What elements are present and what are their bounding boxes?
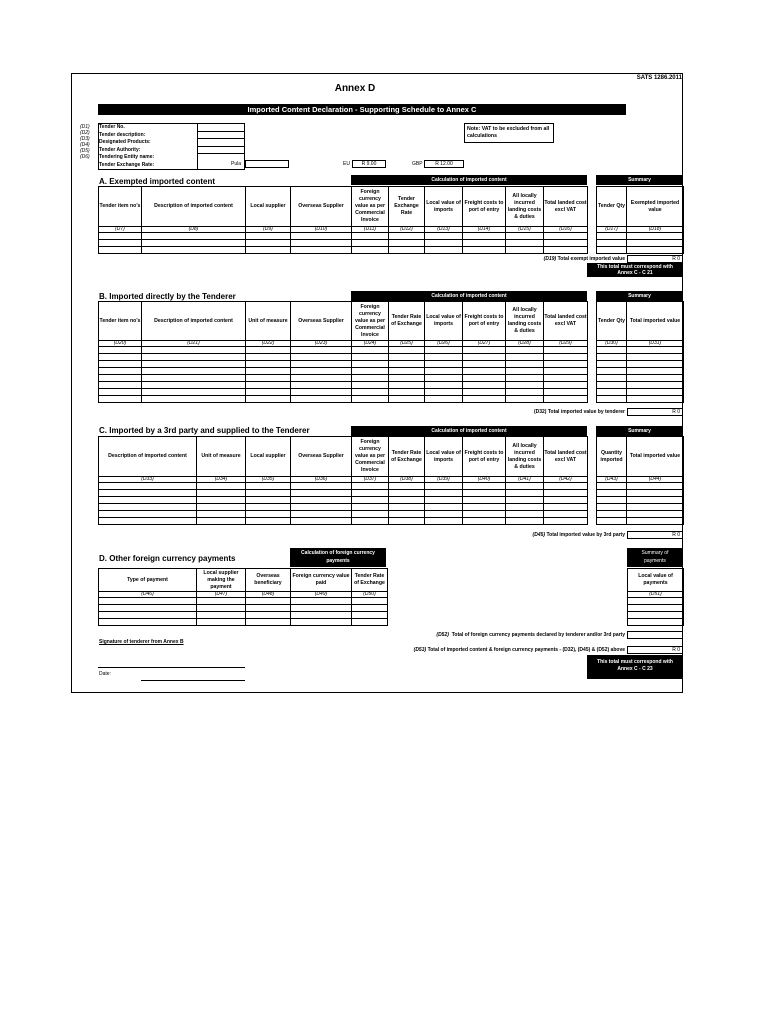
col-header: Tender Rate of Exchange xyxy=(352,569,388,592)
section-d-table xyxy=(98,568,388,626)
page-subtitle: Imported Content Declaration - Supporting Schedule to Annex C xyxy=(98,104,626,115)
table-row[interactable] xyxy=(99,375,588,382)
col-code: (D27) xyxy=(463,341,506,347)
table-row[interactable] xyxy=(597,361,684,368)
section-b-summary-table xyxy=(596,301,684,403)
info-line xyxy=(197,131,245,132)
col-code: (D21) xyxy=(142,341,246,347)
total-d52-value xyxy=(627,631,683,639)
table-row[interactable] xyxy=(99,612,388,619)
col-code: (D36) xyxy=(291,477,352,483)
col-code: (D39) xyxy=(425,477,463,483)
section-b-calc-header: Calculation of imported content xyxy=(351,291,587,301)
table-row[interactable] xyxy=(99,504,588,511)
pula-rate-field[interactable] xyxy=(245,160,289,168)
col-header: Local value of payments xyxy=(628,569,684,592)
section-c-table xyxy=(98,436,588,525)
info-codes: (D1) (D2) (D3) (D4) (D5) (D6) xyxy=(80,124,90,160)
col-code: (D48) xyxy=(246,592,291,598)
table-row[interactable] xyxy=(628,605,684,612)
section-c-total-value: R 0 xyxy=(627,531,683,539)
section-c-total-label: (D45) Total imported value by 3rd party xyxy=(532,532,625,538)
col-code: (D26) xyxy=(425,341,463,347)
table-row[interactable] xyxy=(597,382,684,389)
section-a-calc-header: Calculation of imported content xyxy=(351,175,587,185)
table-row[interactable] xyxy=(597,354,684,361)
col-header: Total landed cost excl VAT xyxy=(544,437,588,477)
info-labels: Tender No. Tender description: Designated Products: Tender Authority: Tendering Entity name: Tender Exchange Rate: xyxy=(99,124,155,168)
table-row[interactable] xyxy=(628,598,684,605)
col-code: (D38) xyxy=(389,477,425,483)
col-code: (D28) xyxy=(506,341,544,347)
section-a-correspond-note: This total must correspond with Annex C - C 21 xyxy=(587,263,683,277)
col-header: Exempted imported value xyxy=(627,187,684,227)
col-header: Unit of measure xyxy=(246,302,291,341)
col-header: Unit of measure xyxy=(197,437,246,477)
col-code: (D8) xyxy=(142,227,246,233)
col-code: (D51) xyxy=(628,592,684,598)
signature-line[interactable] xyxy=(98,667,245,668)
col-header: Freight costs to port of entry xyxy=(463,302,506,341)
col-header: Local supplier making the payment xyxy=(197,569,246,592)
table-row[interactable] xyxy=(597,240,684,247)
gbp-rate-field[interactable]: R 12.00 xyxy=(424,160,464,168)
col-header: Overseas beneficiary xyxy=(246,569,291,592)
col-code: (D16) xyxy=(544,227,588,233)
col-header: Tender Rate of Exchange xyxy=(389,302,425,341)
section-b-table xyxy=(98,301,588,403)
total-d52-label: (D52) Total of foreign currency payments declared by tenderer and/or 3rd party xyxy=(436,632,625,638)
section-d-calc-header: Calculation of foreign currency payments xyxy=(290,548,386,567)
col-code: (D44) xyxy=(627,477,684,483)
col-header: Tender Rate of Exchange xyxy=(389,437,425,477)
table-row[interactable] xyxy=(99,619,388,626)
col-header: Total imported value xyxy=(627,437,684,477)
col-header: Description of imported content xyxy=(142,187,246,227)
table-row[interactable] xyxy=(597,347,684,354)
table-row[interactable] xyxy=(597,396,684,403)
section-d-summary-table xyxy=(627,568,684,626)
col-code: (D23) xyxy=(291,341,352,347)
col-header: Tender Exchange Rate xyxy=(389,187,425,227)
info-line xyxy=(197,146,245,147)
table-row[interactable] xyxy=(99,598,388,605)
col-header: Total landed cost excl VAT xyxy=(544,302,588,341)
info-line xyxy=(197,153,245,154)
table-row[interactable] xyxy=(99,347,588,354)
total-d53-value: R 0 xyxy=(627,646,683,654)
section-c-summary-header: Summary xyxy=(596,426,683,436)
col-header: Tender Qty xyxy=(597,187,627,227)
col-header: Quantity imported xyxy=(597,437,627,477)
section-a-total-label: (D19) Total exempt imported value xyxy=(543,256,625,262)
table-row[interactable] xyxy=(99,396,588,403)
col-header: Type of payment xyxy=(99,569,197,592)
section-c-title: C. Imported by a 3rd party and supplied to the Tenderer xyxy=(99,426,310,435)
table-row[interactable] xyxy=(99,605,388,612)
col-code: (D33) xyxy=(99,477,197,483)
info-line xyxy=(197,138,245,139)
col-code: (D31) xyxy=(627,341,684,347)
col-code: (D34) xyxy=(197,477,246,483)
table-row[interactable] xyxy=(99,511,588,518)
section-d-summary-header: Summary of payments xyxy=(627,548,683,567)
col-code: (D49) xyxy=(291,592,352,598)
col-header: Foreign currency value as per Commercial Invoice xyxy=(352,302,389,341)
table-row[interactable] xyxy=(597,375,684,382)
table-row[interactable] xyxy=(99,497,588,504)
col-header: Overseas Supplier xyxy=(291,437,352,477)
col-header: Tender item no's xyxy=(99,302,142,341)
col-header: Total imported value xyxy=(627,302,684,341)
col-code: (D10) xyxy=(291,227,352,233)
gbp-label: GBP xyxy=(412,161,423,167)
table-row[interactable] xyxy=(99,247,588,254)
col-header: All locally incurred landing costs & duties xyxy=(506,187,544,227)
col-header: All locally incurred landing costs & duties xyxy=(506,302,544,341)
col-code: (D43) xyxy=(597,477,627,483)
eu-rate-field[interactable]: R 9.00 xyxy=(352,160,386,168)
col-header: Foreign currency value as per Commercial Invoice xyxy=(352,187,389,227)
table-row[interactable] xyxy=(597,518,684,525)
col-header: Overseas Supplier xyxy=(291,187,352,227)
section-b-total-value: R 0 xyxy=(627,408,683,416)
col-header: Local value of imports xyxy=(425,437,463,477)
section-b-summary-header: Summary xyxy=(596,291,683,301)
table-row[interactable] xyxy=(597,490,684,497)
signature-label: Signature of tenderer from Annex B xyxy=(99,639,184,645)
date-line[interactable] xyxy=(141,680,245,681)
col-code: (D7) xyxy=(99,227,142,233)
table-row[interactable] xyxy=(597,511,684,518)
col-code: (D9) xyxy=(246,227,291,233)
col-code: (D37) xyxy=(352,477,389,483)
page-title: Annex D xyxy=(334,83,376,94)
col-code: (D42) xyxy=(544,477,588,483)
col-code: (D17) xyxy=(597,227,627,233)
table-row[interactable] xyxy=(99,483,588,490)
section-b-title: B. Imported directly by the Tenderer xyxy=(99,292,236,301)
col-code: (D15) xyxy=(506,227,544,233)
section-a-table xyxy=(98,186,588,254)
table-row[interactable] xyxy=(99,233,588,240)
col-code: (D11) xyxy=(352,227,389,233)
col-header: All locally incurred landing costs & duties xyxy=(506,437,544,477)
date-label: Date: xyxy=(99,671,111,677)
col-header: Description of imported content xyxy=(99,437,197,477)
col-code: (D47) xyxy=(197,592,246,598)
col-header: Total landed cost excl VAT xyxy=(544,187,588,227)
col-code: (D24) xyxy=(352,341,389,347)
section-a-summary-table xyxy=(596,186,684,254)
col-code: (D25) xyxy=(389,341,425,347)
col-code: (D29) xyxy=(544,341,588,347)
table-row[interactable] xyxy=(99,382,588,389)
section-a-total-value: R 0 xyxy=(627,255,683,263)
table-row[interactable] xyxy=(597,247,684,254)
col-header: Local supplier xyxy=(246,187,291,227)
col-header: Overseas Supplier xyxy=(291,302,352,341)
col-code: (D41) xyxy=(506,477,544,483)
table-row[interactable] xyxy=(99,518,588,525)
col-code: (D46) xyxy=(99,592,197,598)
table-row[interactable] xyxy=(597,233,684,240)
table-row[interactable] xyxy=(99,354,588,361)
section-d-correspond-note: This total must correspond with Annex C - C 23 xyxy=(587,655,683,679)
col-code: (D22) xyxy=(246,341,291,347)
col-header: Freight costs to port of entry xyxy=(463,437,506,477)
section-d-title: D. Other foreign currency payments xyxy=(99,554,236,563)
table-row[interactable] xyxy=(597,504,684,511)
eu-label: EU xyxy=(343,161,350,167)
table-row[interactable] xyxy=(597,483,684,490)
col-header: Tender item no's xyxy=(99,187,142,227)
col-header: Local supplier xyxy=(246,437,291,477)
col-header: Local value of imports xyxy=(425,302,463,341)
col-header: Freight costs to port of entry xyxy=(463,187,506,227)
col-code: (D50) xyxy=(352,592,388,598)
table-row[interactable] xyxy=(628,612,684,619)
section-a-title: A. Exempted imported content xyxy=(99,177,216,186)
table-row[interactable] xyxy=(597,368,684,375)
section-a-summary-header: Summary xyxy=(596,175,683,185)
col-code: (D14) xyxy=(463,227,506,233)
table-row[interactable] xyxy=(99,490,588,497)
col-code: (D12) xyxy=(389,227,425,233)
table-row[interactable] xyxy=(99,389,588,396)
section-c-summary-table xyxy=(596,436,684,525)
col-header: Tender Qty xyxy=(597,302,627,341)
table-row[interactable] xyxy=(99,361,588,368)
section-c-calc-header: Calculation of imported content xyxy=(351,426,587,436)
col-header: Local value of imports xyxy=(425,187,463,227)
col-code: (D13) xyxy=(425,227,463,233)
table-row[interactable] xyxy=(628,619,684,626)
section-b-total-label: (D32) Total imported value by tenderer xyxy=(533,409,625,415)
table-row[interactable] xyxy=(597,497,684,504)
document-reference: SATS 1286.2011 xyxy=(636,75,682,81)
col-header: Foreign currency value paid xyxy=(291,569,352,592)
col-code: (D18) xyxy=(627,227,684,233)
table-row[interactable] xyxy=(99,368,588,375)
col-header: Foreign currency value as per Commercial Invoice xyxy=(352,437,389,477)
table-row[interactable] xyxy=(99,240,588,247)
total-d53-label: (D53) Total of imported content & foreign currency payments - (D32), (D45) & (D52) above xyxy=(413,647,625,653)
col-code: (D35) xyxy=(246,477,291,483)
vat-note: Note: VAT to be excluded from all calculations xyxy=(464,123,554,143)
pula-label: Pula xyxy=(231,161,242,167)
col-code: (D40) xyxy=(463,477,506,483)
col-header: Description of imported content xyxy=(142,302,246,341)
table-row[interactable] xyxy=(597,389,684,396)
col-code: (D30) xyxy=(597,341,627,347)
col-code: (D20) xyxy=(99,341,142,347)
